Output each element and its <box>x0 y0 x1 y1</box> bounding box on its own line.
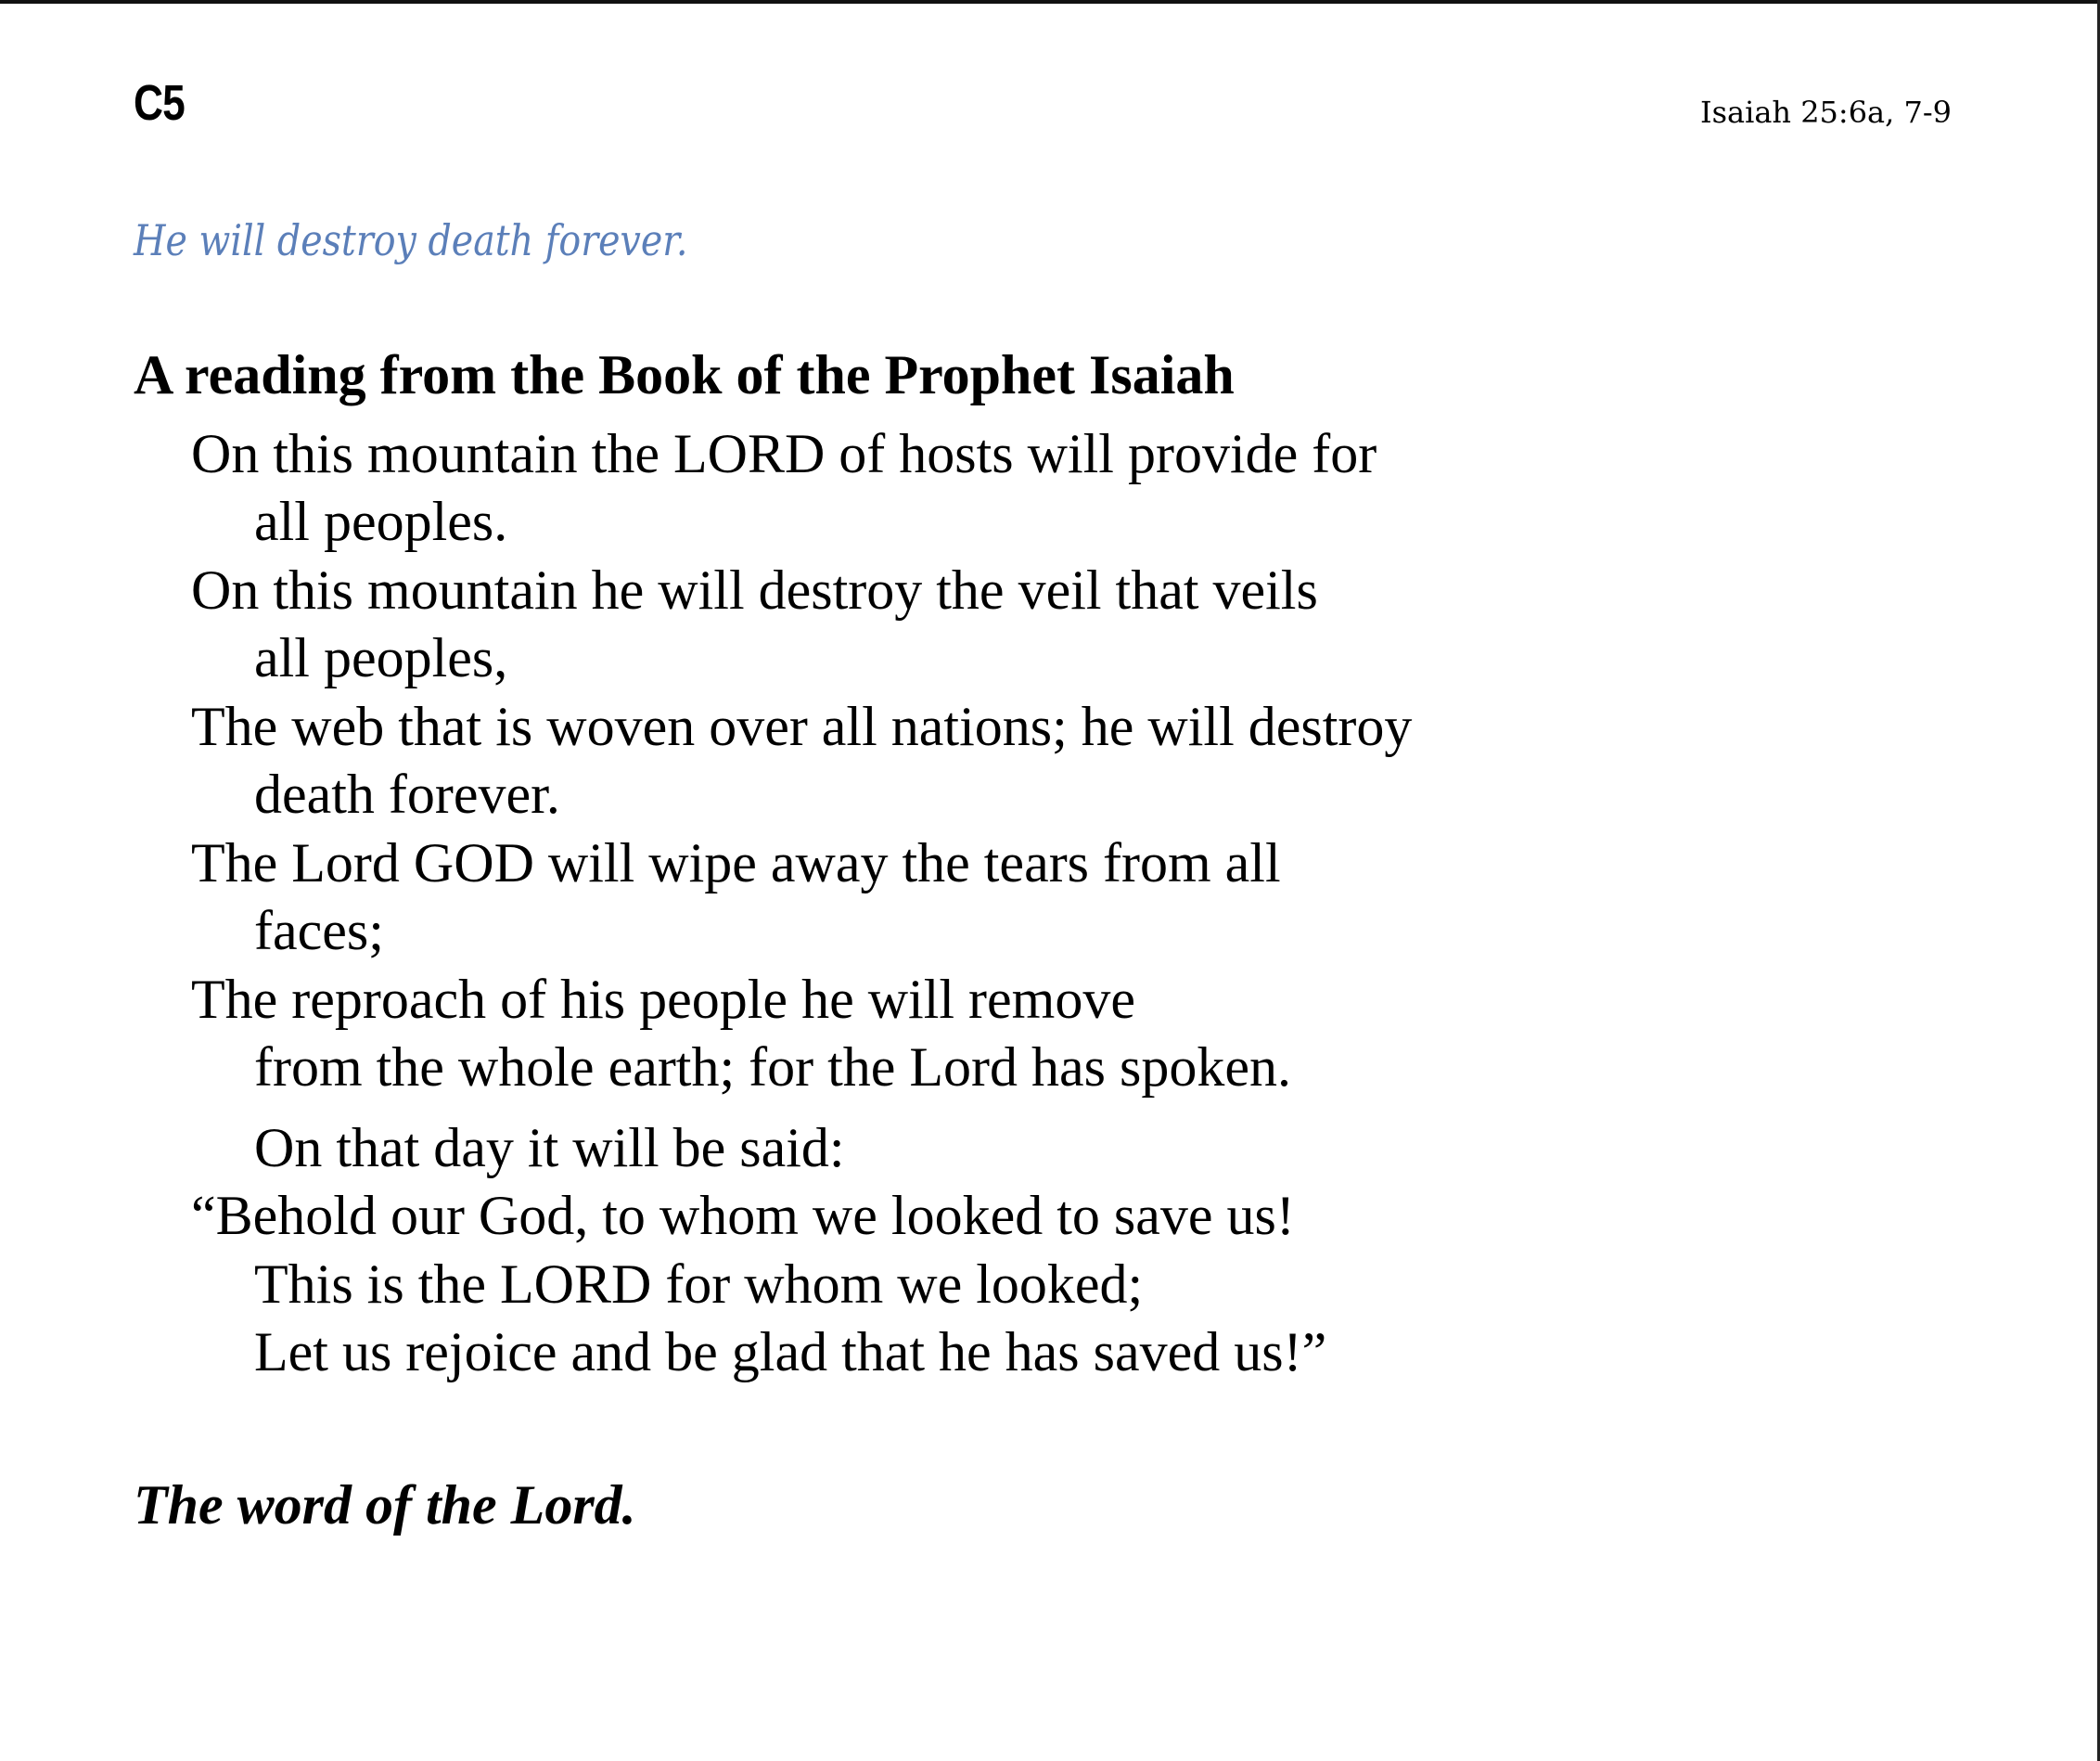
scripture-citation: Isaiah 25:6a, 7-9 <box>1699 95 1952 130</box>
closing-acclamation: The word of the Lord. <box>134 1474 636 1536</box>
verse-line: Let us rejoice and be glad that he has saved us!” <box>254 1321 1327 1382</box>
verse-line: “Behold our God, to whom we looked to save us! <box>191 1185 1295 1246</box>
verse-line: all peoples, <box>254 627 508 688</box>
verse-line: from the whole earth; for the Lord has spoken. <box>254 1036 1291 1098</box>
verse-line: The Lord GOD will wipe away the tears from all <box>191 832 1281 893</box>
verse-line: faces; <box>254 900 384 961</box>
verse-line: On this mountain the LORD of hosts will provide for <box>191 423 1377 484</box>
verse-line: death forever. <box>254 764 560 825</box>
verse-line: On this mountain he will destroy the veil that veils <box>191 559 1318 621</box>
verse-line: The reproach of his people he will remove <box>191 969 1135 1030</box>
page-top-border <box>0 0 2100 4</box>
reading-heading: A reading from the Book of the Prophet Isaiah <box>134 344 1235 405</box>
reading-code: C5 <box>134 75 185 131</box>
verse-line: This is the LORD for whom we looked; <box>254 1253 1144 1315</box>
verse-line: The web that is woven over all nations; he will destroy <box>191 696 1413 757</box>
verse-line: On that day it will be said: <box>254 1117 845 1178</box>
reading-summary: He will destroy death forever. <box>134 215 688 265</box>
verse-line: all peoples. <box>254 491 508 552</box>
